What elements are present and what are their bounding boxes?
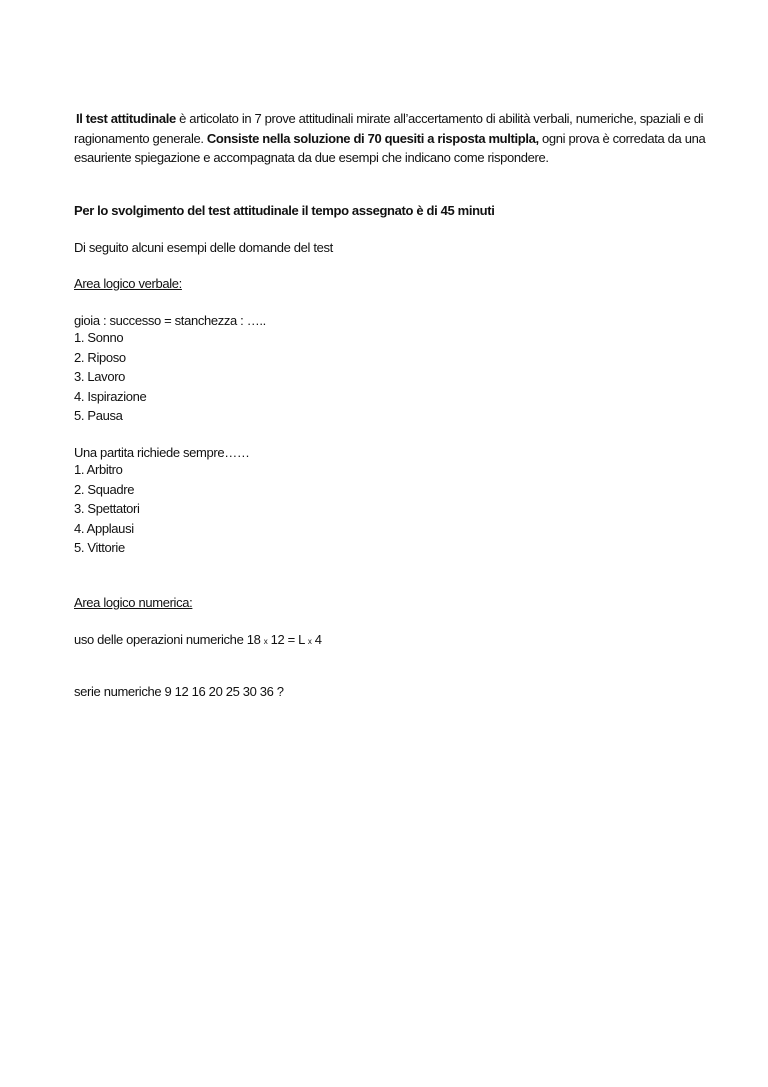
- intro-bold-quiz: Consiste nella soluzione di 70 quesiti a risposta multipla,: [206, 130, 539, 146]
- numeric-q1-prefix: uso delle operazioni numeriche 18: [74, 632, 264, 647]
- option-item: 3. Lavoro: [74, 369, 126, 385]
- numeric-heading-text: Area logico numerica:: [74, 595, 193, 610]
- numeric-q1: [74, 630, 714, 652]
- multiply-sign: x: [307, 637, 312, 646]
- multiply-sign: x: [263, 637, 268, 646]
- option-item: 1. Arbitro: [74, 462, 123, 477]
- examples-intro: Di seguito alcuni esempi delle domande del test: [74, 240, 333, 255]
- option-item: 5. Pausa: [74, 408, 123, 424]
- numeric-q1-suffix: 4: [311, 632, 322, 647]
- verbal-q1-options: [74, 328, 146, 426]
- option-item: 1. Sonno: [74, 330, 124, 345]
- option-item: 2. Squadre: [74, 481, 135, 497]
- intro-text-2: ogni prova è corredata da una esauriente spiegazione e accompagnata da due esempi che indicano come rispondere.: [74, 130, 706, 165]
- time-note: [74, 201, 714, 221]
- intro-text-1: è articolato in 7 prove attitudinali mirate all’accertamento di abilità verbali, numeriche, spaziali e di ragionamento generale.: [74, 111, 704, 146]
- option-item: 5. Vittorie: [74, 540, 125, 556]
- intro-bold-lead: Il test attitudinale: [76, 111, 176, 126]
- option-item: 3. Spettatori: [74, 501, 140, 517]
- verbal-q2-options: [74, 460, 140, 558]
- numeric-q2: serie numeriche 9 12 16 20 25 30 36 ?: [74, 684, 284, 699]
- option-item: 4. Ispirazione: [74, 388, 147, 404]
- numeric-q1-mid: 12 = L: [267, 632, 308, 647]
- intro-paragraph: [74, 109, 714, 168]
- verbal-heading: [74, 274, 714, 294]
- verbal-q2-question: Una partita richiede sempre……: [74, 445, 250, 460]
- verbal-heading-text: Area logico verbale:: [74, 276, 182, 291]
- option-item: 2. Riposo: [74, 349, 126, 365]
- verbal-q1-question: gioia : successo = stanchezza : …..: [74, 313, 266, 328]
- option-item: 4. Applausi: [74, 520, 134, 536]
- numeric-heading: [74, 593, 714, 613]
- time-note-text: Per lo svolgimento del test attitudinale il tempo assegnato è di 45 minuti: [74, 203, 495, 218]
